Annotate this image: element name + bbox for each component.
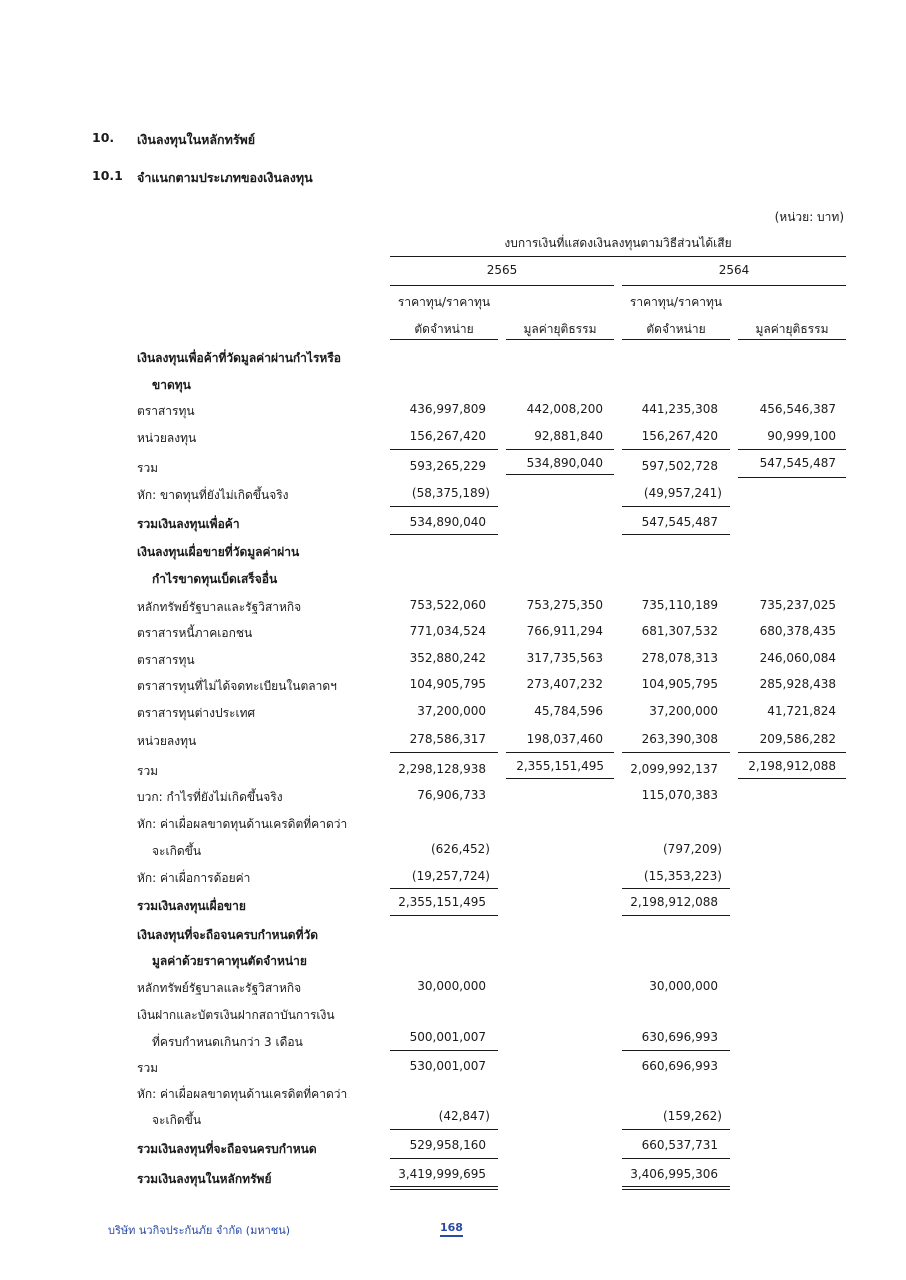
subtotal-rule [738, 449, 846, 450]
cell-value: 2,099,992,137 [630, 762, 718, 776]
row-label: หลักทรัพย์รัฐบาลและรัฐวิสาหกิจ [137, 981, 302, 995]
unit-label: (หน่วย: บาท) [774, 210, 844, 224]
row-label: หัก: ค่าเผื่อการด้อยค่า [137, 871, 251, 885]
header-underline [390, 339, 498, 340]
cell-value: (42,847) [438, 1109, 490, 1123]
cell-value: (626,452) [431, 842, 490, 856]
cell-value: (15,353,223) [643, 869, 722, 883]
cell-value: 2,355,151,495 [516, 759, 604, 773]
row-label: รวม [137, 1061, 159, 1075]
cost-header-line1: ราคาทุน/ราคาทุน [397, 295, 491, 309]
cell-value: 766,911,294 [526, 624, 603, 638]
htm-heading: เงินลงทุนที่จะถือจนครบกำหนดที่วัด [137, 928, 319, 942]
cell-value: 534,890,040 [409, 515, 486, 529]
header-underline [622, 339, 730, 340]
cell-value: 92,881,840 [534, 429, 603, 443]
grand-total-value: 3,419,999,695 [398, 1167, 486, 1181]
row-label: หัก: ค่าเผื่อผลขาดทุนด้านเครดิตที่คาดว่า [137, 1087, 348, 1101]
row-label: รวม [137, 461, 159, 475]
cell-value: 263,390,308 [641, 732, 718, 746]
afs-heading-cont: กำไรขาดทุนเบ็ดเสร็จอื่น [152, 572, 278, 586]
cell-value: 76,906,733 [417, 788, 486, 802]
row-label: บวก: กำไรที่ยังไม่เกิดขึ้นจริง [137, 790, 283, 804]
double-rule [390, 1186, 498, 1187]
cell-value: (19,257,724) [411, 869, 490, 883]
cell-value: 547,545,487 [641, 515, 718, 529]
cell-value: 278,078,313 [641, 651, 718, 665]
subtotal-rule [738, 752, 846, 753]
cell-value: (49,957,241) [643, 486, 722, 500]
row-label: ตราสารหนี้ภาคเอกชน [137, 626, 253, 640]
cell-value: 753,275,350 [526, 598, 603, 612]
total-rule [622, 534, 730, 535]
row-label: ตราสารทุน [137, 404, 195, 418]
cell-value: 352,880,242 [409, 651, 486, 665]
year-rule-2564 [622, 285, 846, 286]
cell-value: 735,237,025 [759, 598, 836, 612]
cost-header-line2: ตัดจำหน่าย [646, 322, 706, 336]
trading-heading: เงินลงทุนเพื่อค้าที่วัดมูลค่าผ่านกำไรหรือ [137, 351, 341, 365]
total-rule [390, 915, 498, 916]
htm-heading-cont: มูลค่าด้วยราคาทุนตัดจำหน่าย [152, 954, 307, 968]
cell-value: 198,037,460 [526, 732, 603, 746]
header-underline [738, 339, 846, 340]
section-number: 10. [92, 130, 115, 145]
cell-value: 593,265,229 [409, 459, 486, 473]
cell-value: 456,546,387 [759, 402, 836, 416]
row-label: รวม [137, 764, 159, 778]
cell-value: (159,262) [663, 1109, 722, 1123]
subtotal-rule [622, 1050, 730, 1051]
cell-value: 2,298,128,938 [398, 762, 486, 776]
cell-value: 30,000,000 [417, 979, 486, 993]
grand-total-label: รวมเงินลงทุนในหลักทรัพย์ [137, 1172, 272, 1186]
cell-value: 2,198,912,088 [630, 895, 718, 909]
subtotal-rule [622, 888, 730, 889]
cell-value: 630,696,993 [641, 1030, 718, 1044]
row-label: รวมเงินลงทุนเพื่อค้า [137, 517, 240, 531]
row-label: จะเกิดขึ้น [152, 1113, 202, 1127]
year-rule-2565 [390, 285, 614, 286]
subtotal-rule [506, 449, 614, 450]
cell-value: 442,008,200 [526, 402, 603, 416]
cell-value: (58,375,189) [411, 486, 490, 500]
subtotal-rule [622, 1129, 730, 1130]
subtotal-rule [390, 888, 498, 889]
row-label: จะเกิดขึ้น [152, 844, 202, 858]
cell-value: 30,000,000 [649, 979, 718, 993]
row-label: หลักทรัพย์รัฐบาลและรัฐวิสาหกิจ [137, 600, 302, 614]
subtotal-rule [390, 1050, 498, 1051]
footer-company: บริษัท นวกิจประกันภัย จำกัด (มหาชน) [108, 1224, 291, 1237]
row-label: ตราสารทุนต่างประเทศ [137, 706, 256, 720]
subtotal-rule [622, 1158, 730, 1159]
row-label: หน่วยลงทุน [137, 431, 197, 445]
cell-value: 317,735,563 [526, 651, 603, 665]
cell-value: 285,928,438 [759, 677, 836, 691]
subtotal-rule [390, 1158, 498, 1159]
subtotal-rule [622, 506, 730, 507]
row-label: ที่ครบกำหนดเกินกว่า 3 เดือน [152, 1035, 303, 1049]
row-label: รวมเงินลงทุนเผื่อขาย [137, 899, 246, 913]
cell-value: 90,999,100 [767, 429, 836, 443]
cell-value: 45,784,596 [534, 704, 603, 718]
row-label: ตราสารทุนที่ไม่ได้จดทะเบียนในตลาดฯ [137, 679, 337, 693]
row-label: หน่วยลงทุน [137, 734, 197, 748]
cell-value: 771,034,524 [409, 624, 486, 638]
subtotal-rule [390, 752, 498, 753]
cell-value: 597,502,728 [641, 459, 718, 473]
cell-value: 273,407,232 [526, 677, 603, 691]
header-underline [506, 339, 614, 340]
row-label: รวมเงินลงทุนที่จะถือจนครบกำหนด [137, 1142, 317, 1156]
subtotal-rule [390, 506, 498, 507]
cell-value: 441,235,308 [641, 402, 718, 416]
total-rule [390, 534, 498, 535]
total-rule [506, 474, 614, 475]
subtotal-rule [390, 1129, 498, 1130]
grand-total-value: 3,406,995,306 [630, 1167, 718, 1181]
cell-value: 547,545,487 [759, 456, 836, 470]
cell-value: 37,200,000 [649, 704, 718, 718]
cost-header-line1: ราคาทุน/ราคาทุน [629, 295, 723, 309]
cell-value: 529,958,160 [409, 1138, 486, 1152]
subtotal-rule [506, 752, 614, 753]
year-2564: 2564 [718, 263, 750, 277]
cell-value: 2,355,151,495 [398, 895, 486, 909]
total-rule [622, 915, 730, 916]
subsection-number: 10.1 [92, 168, 123, 183]
cell-value: 660,696,993 [641, 1059, 718, 1073]
double-rule [390, 1189, 498, 1190]
cell-value: 534,890,040 [526, 456, 603, 470]
cell-value: 660,537,731 [641, 1138, 718, 1152]
cell-value: 246,060,084 [759, 651, 836, 665]
year-2565: 2565 [486, 263, 518, 277]
subtotal-rule [622, 752, 730, 753]
row-label: หัก: ค่าเผื่อผลขาดทุนด้านเครดิตที่คาดว่า [137, 817, 348, 831]
cell-value: 436,997,809 [409, 402, 486, 416]
column-group-title: งบการเงินที่แสดงเงินลงทุนตามวิธีส่วนได้เสีย [504, 236, 732, 250]
cell-value: 681,307,532 [641, 624, 718, 638]
cell-value: 530,001,007 [409, 1059, 486, 1073]
section-title: เงินลงทุนในหลักทรัพย์ [137, 132, 256, 147]
fair-value-header: มูลค่ายุติธรรม [523, 322, 597, 336]
double-rule [622, 1189, 730, 1190]
total-rule [738, 778, 846, 779]
cell-value: 2,198,912,088 [748, 759, 836, 773]
cell-value: 41,721,824 [767, 704, 836, 718]
cell-value: 753,522,060 [409, 598, 486, 612]
page-number: 168 [440, 1221, 463, 1237]
cell-value: 278,586,317 [409, 732, 486, 746]
subsection-title: จำแนกตามประเภทของเงินลงทุน [137, 170, 313, 185]
subtotal-rule [390, 449, 498, 450]
cell-value: 104,905,795 [409, 677, 486, 691]
total-rule [738, 477, 846, 478]
trading-heading-cont: ขาดทุน [152, 378, 191, 392]
total-rule [506, 778, 614, 779]
row-label: หัก: ขาดทุนที่ยังไม่เกิดขึ้นจริง [137, 488, 289, 502]
cell-value: 209,586,282 [759, 732, 836, 746]
row-label: เงินฝากและบัตรเงินฝากสถาบันการเงิน [137, 1008, 335, 1022]
cell-value: 735,110,189 [641, 598, 718, 612]
cost-header-line2: ตัดจำหน่าย [414, 322, 474, 336]
afs-heading: เงินลงทุนเผื่อขายที่วัดมูลค่าผ่าน [137, 545, 300, 559]
row-label: ตราสารทุน [137, 653, 195, 667]
cell-value: 37,200,000 [417, 704, 486, 718]
cell-value: 680,378,435 [759, 624, 836, 638]
cell-value: (797,209) [663, 842, 722, 856]
cell-value: 104,905,795 [641, 677, 718, 691]
fair-value-header: มูลค่ายุติธรรม [755, 322, 829, 336]
subtotal-rule [622, 449, 730, 450]
header-rule [390, 256, 846, 257]
cell-value: 156,267,420 [409, 429, 486, 443]
cell-value: 500,001,007 [409, 1030, 486, 1044]
cell-value: 156,267,420 [641, 429, 718, 443]
double-rule [622, 1186, 730, 1187]
cell-value: 115,070,383 [641, 788, 718, 802]
